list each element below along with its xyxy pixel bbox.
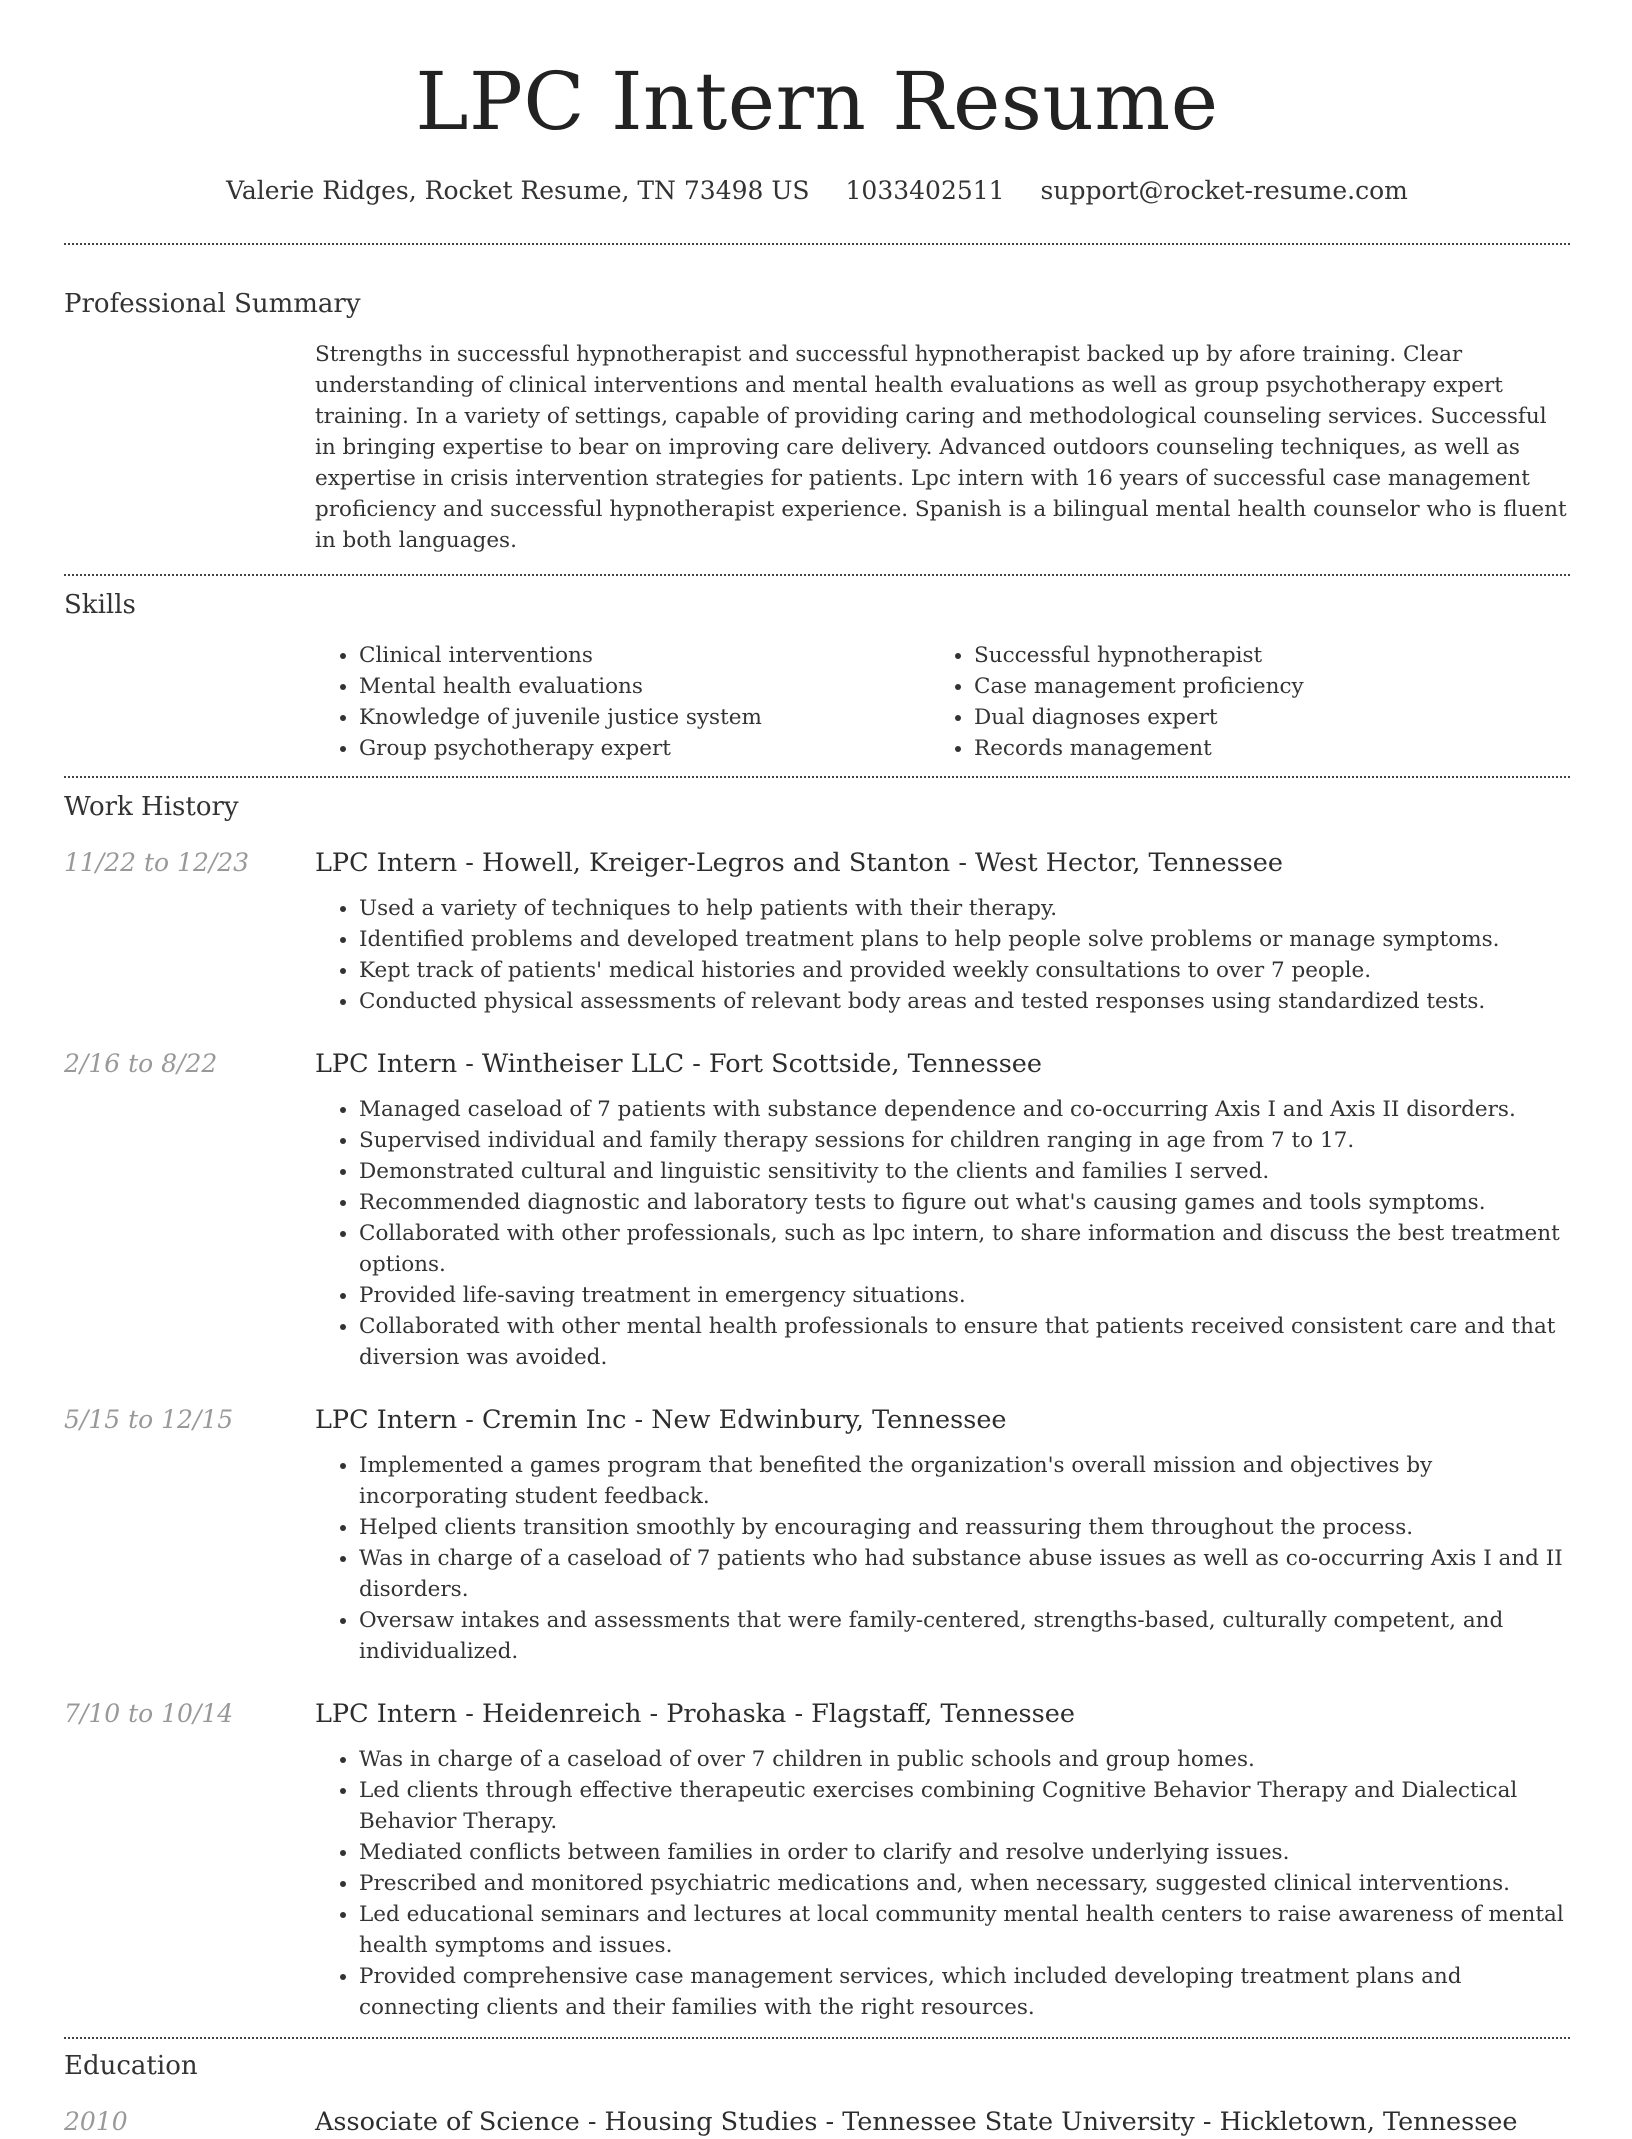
job-dates: 2/16 to 8/22: [64, 1049, 218, 1078]
job-dates: 7/10 to 10/14: [64, 1699, 234, 1728]
skill-item: • Successful hypnotherapist: [974, 640, 1545, 671]
job-bullet: • Collaborated with other professionals, such as lpc intern, to share information and discuss the best treatment options.: [359, 1218, 1570, 1280]
skill-item: • Clinical interventions: [359, 640, 930, 671]
job-entry: [64, 1047, 1570, 1373]
skill-item: • Dual diagnoses expert: [974, 702, 1545, 733]
job-bullet: • Managed caseload of 7 patients with substance dependence and co-occurring Axis I and Axis II disorders.: [359, 1094, 1570, 1125]
job-title: LPC Intern - Heidenreich - Prohaska - Flagstaff, Tennessee: [315, 1699, 1075, 1729]
job-bullet: • Kept track of patients' medical histories and provided weekly consultations to over 7 people.: [359, 955, 1570, 986]
job-bullet: • Was in charge of a caseload of 7 patients who had substance abuse issues as well as co-occurring Axis I and II disorders.: [359, 1543, 1570, 1605]
job-bullet: • Mediated conflicts between families in order to clarify and resolve underlying issues.: [359, 1837, 1570, 1868]
job-title: LPC Intern - Wintheiser LLC - Fort Scottside, Tennessee: [315, 1049, 1042, 1079]
skill-item: • Knowledge of juvenile justice system: [359, 702, 930, 733]
job-title: LPC Intern - Howell, Kreiger-Legros and Stanton - West Hector, Tennessee: [315, 848, 1283, 878]
spacer: [64, 2023, 1570, 2037]
job-bullet: • Oversaw intakes and assessments that were family-centered, strengths-based, culturally competent, and individualized.: [359, 1605, 1570, 1667]
job-bullet: • Demonstrated cultural and linguistic sensitivity to the clients and families I served.: [359, 1156, 1570, 1187]
job-bullets: [315, 1744, 1570, 2023]
summary-section: [64, 245, 1570, 556]
job-title: LPC Intern - Cremin Inc - New Edwinbury, Tennessee: [315, 1405, 1007, 1435]
skills-section: [64, 576, 1570, 776]
job-entry: [64, 1697, 1570, 2023]
job-bullet: • Implemented a games program that benefited the organization's overall mission and objectives by incorporating student feedback.: [359, 1450, 1570, 1512]
resume-title: LPC Intern Resume: [415, 55, 1219, 148]
job-bullets: [315, 1450, 1570, 1667]
education-entry: [64, 2105, 1570, 2139]
job-dates: 5/15 to 12/15: [64, 1405, 234, 1434]
job-bullet: • Supervised individual and family therapy sessions for children ranging in age from 7 to 17.: [359, 1125, 1570, 1156]
job-bullet: • Prescribed and monitored psychiatric medications and, when necessary, suggested clinical interventions.: [359, 1868, 1570, 1899]
education-title: Associate of Science - Housing Studies - Tennessee State University - Hickletown, Tennessee: [315, 2107, 1518, 2137]
skills-column-left: [315, 640, 930, 764]
skills-heading: Skills: [64, 590, 136, 620]
contact-phone: 1033402511: [845, 176, 1005, 205]
contact-email: support@rocket-resume.com: [1040, 176, 1408, 205]
job-bullet: • Provided life-saving treatment in emergency situations.: [359, 1280, 1570, 1311]
job-bullet: • Used a variety of techniques to help patients with their therapy.: [359, 893, 1570, 924]
education-section: [64, 2039, 1570, 2139]
resume-page: [64, 0, 1570, 2139]
job-dates: 11/22 to 12/23: [64, 848, 250, 877]
job-bullets: [315, 1094, 1570, 1373]
skills-list: [315, 640, 1570, 764]
job-entry: [64, 846, 1570, 1017]
skill-item: • Case management proficiency: [974, 671, 1545, 702]
job-bullet: • Helped clients transition smoothly by encouraging and reassuring them throughout the process.: [359, 1512, 1570, 1543]
contact-line: [64, 174, 1570, 208]
skill-item: • Records management: [974, 733, 1545, 764]
job-bullets: [315, 893, 1570, 1017]
skill-item: • Mental health evaluations: [359, 671, 930, 702]
job-bullet: • Identified problems and developed treatment plans to help people solve problems or manage symptoms.: [359, 924, 1570, 955]
job-bullet: • Conducted physical assessments of relevant body areas and tested responses using standardized tests.: [359, 986, 1570, 1017]
summary-text: Strengths in successful hypnotherapist and successful hypnotherapist backed up by afore training. Clear understanding of clinical interventions and mental health evaluations as well as group psychotherapy expert training. In a variety of settings, capable of providing caring and methodological counseling services. Successful in bringing expertise to bear on improving care delivery. Advanced outdoors counseling techniques, as well as expertise in crisis intervention strategies for patients. Lpc intern with 16 years of successful case management proficiency and successful hypnotherapist experience. Spanish is a bilingual mental health counselor who is fluent in both languages.: [315, 342, 1567, 553]
education-year: 2010: [64, 2107, 128, 2136]
job-bullet: • Collaborated with other mental health professionals to ensure that patients received consistent care and that diversion was avoided.: [359, 1311, 1570, 1373]
work-history-heading: Work History: [64, 792, 239, 822]
skills-column-right: [930, 640, 1545, 764]
work-history-section: [64, 778, 1570, 2037]
contact-address: Valerie Ridges, Rocket Resume, TN 73498 US: [226, 176, 810, 205]
job-bullet: • Was in charge of a caseload of over 7 children in public schools and group homes.: [359, 1744, 1570, 1775]
skill-item: • Group psychotherapy expert: [359, 733, 930, 764]
job-bullet: • Provided comprehensive case management services, which included developing treatment plans and connecting clients and their families with the right resources.: [359, 1961, 1570, 2023]
summary-heading: Professional Summary: [64, 289, 361, 319]
job-bullet: • Led educational seminars and lectures at local community mental health centers to raise awareness of mental health symptoms and issues.: [359, 1899, 1570, 1961]
education-heading: Education: [64, 2051, 198, 2081]
job-entry: [64, 1403, 1570, 1667]
job-bullet: • Recommended diagnostic and laboratory tests to figure out what's causing games and tools symptoms.: [359, 1187, 1570, 1218]
job-bullet: • Led clients through effective therapeutic exercises combining Cognitive Behavior Therapy and Dialectical Behavior Therapy.: [359, 1775, 1570, 1837]
